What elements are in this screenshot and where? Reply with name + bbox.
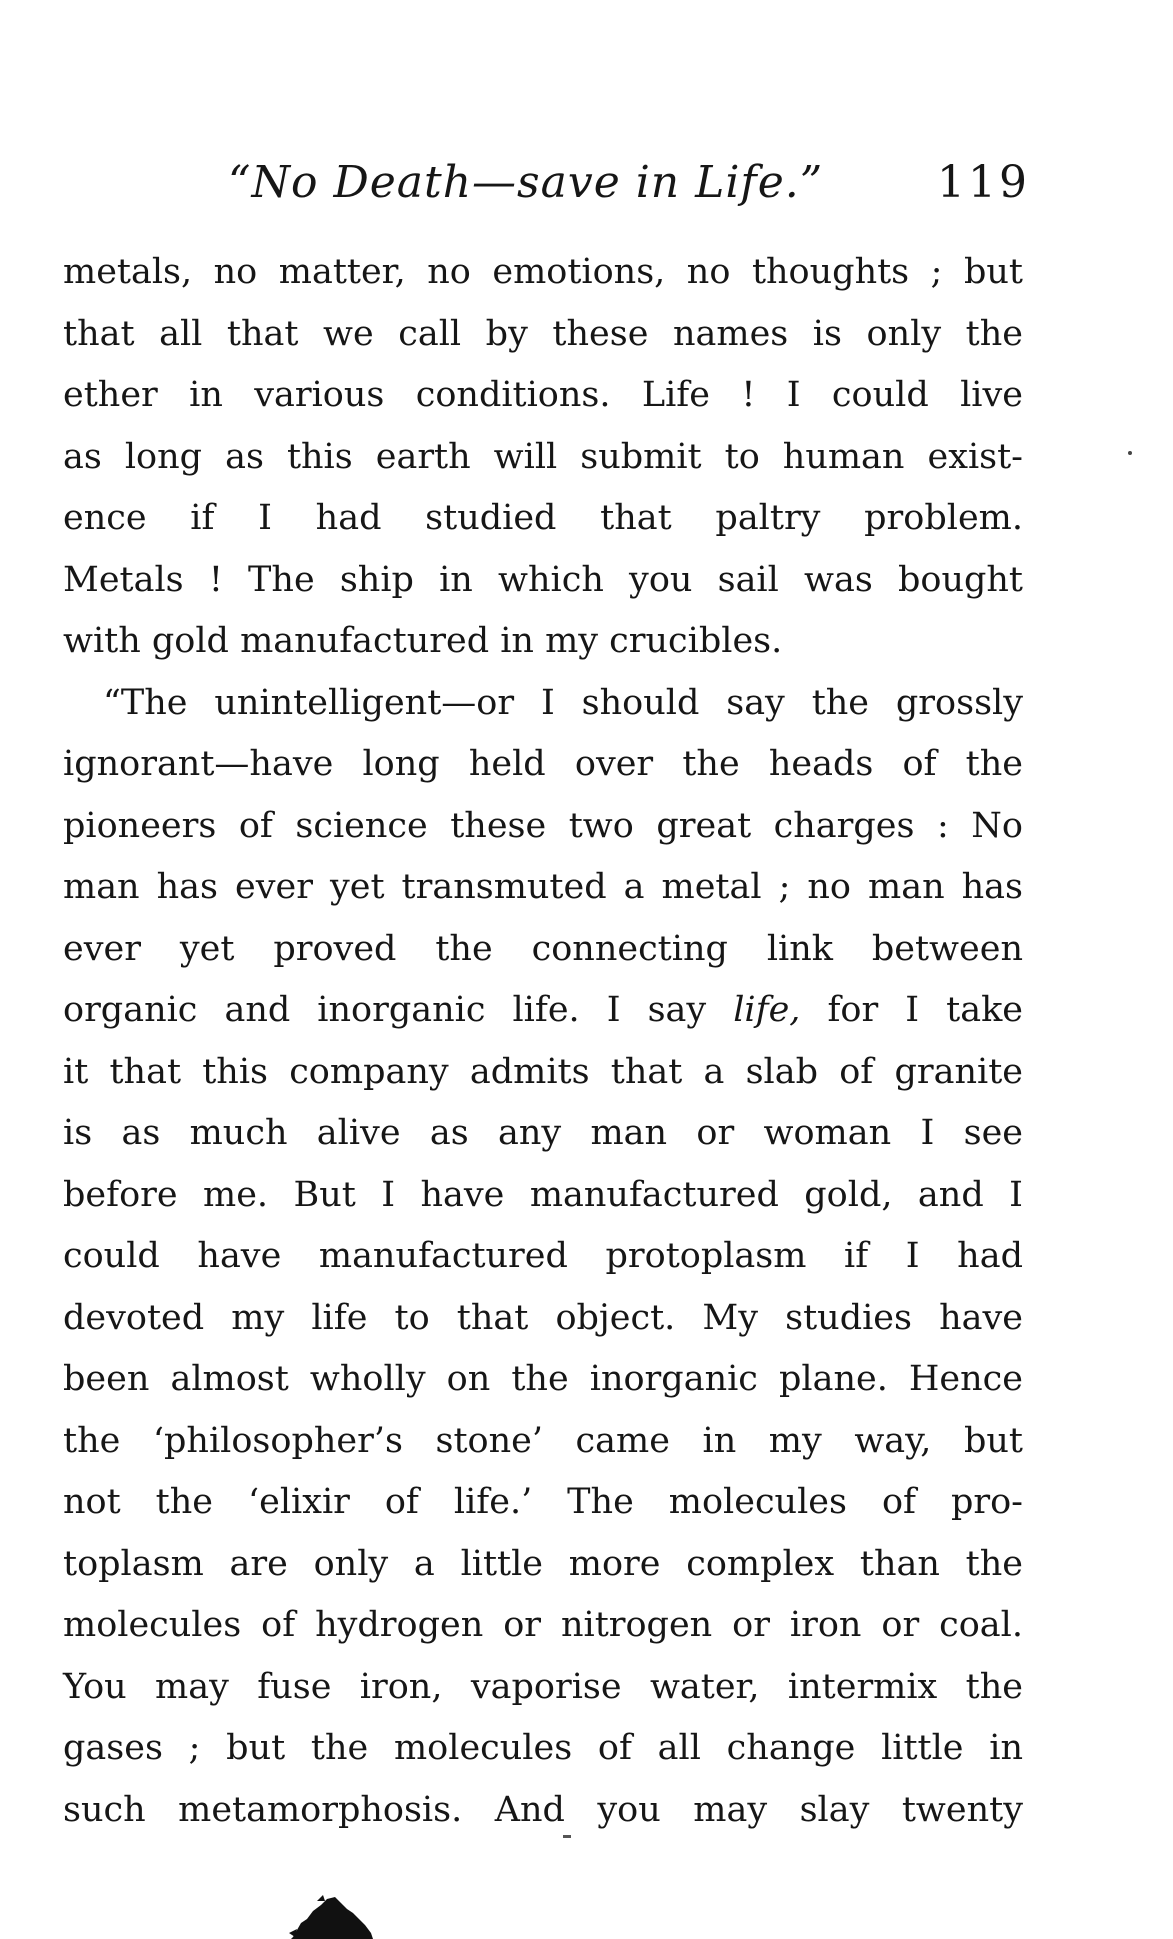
text-line: Metals ! The ship in which you sail was bought bbox=[63, 559, 1023, 600]
text-segment: organic and inorganic life. I say bbox=[63, 990, 707, 1030]
text-line: metals, no matter, no emotions, no thoughts ; but bbox=[63, 252, 1023, 292]
text-line: is as much alive as any man or woman I see bbox=[63, 1113, 1023, 1153]
page-number: 119 bbox=[937, 157, 1030, 208]
text-line: could have manufactured protoplasm if I had bbox=[63, 1236, 1023, 1276]
text-line: devoted my life to that object. My studies have bbox=[63, 1297, 1023, 1338]
text-line: man has ever yet transmuted a metal ; no man has bbox=[63, 867, 1023, 907]
ink-blot-icon bbox=[287, 1893, 375, 1939]
text-line: been almost wholly on the inorganic plane. Hence bbox=[63, 1359, 1023, 1399]
text-segment: for I take bbox=[827, 990, 1023, 1030]
running-title: “No Death—save in Life.” bbox=[228, 157, 824, 208]
text-line: the ‘philosopher’s stone’ came in my way, but bbox=[63, 1420, 1023, 1461]
italic-word: life, bbox=[733, 990, 801, 1030]
text-line: ignorant—have long held over the heads of the bbox=[63, 744, 1023, 784]
text-line: “The unintelligent—or I should say the grossly bbox=[103, 682, 1023, 723]
text-line: ence if I had studied that paltry problem. bbox=[63, 498, 1023, 538]
text-line: that all that we call by these names is only the bbox=[63, 313, 1023, 354]
text-line: it that this company admits that a slab of granite bbox=[63, 1051, 1023, 1092]
text-line-with-italic bbox=[63, 980, 1023, 1042]
text-line: such metamorphosis. And you may slay twenty bbox=[63, 1789, 1023, 1830]
print-speck bbox=[1128, 451, 1132, 455]
text-line: gases ; but the molecules of all change little in bbox=[63, 1728, 1023, 1768]
text-line: as long as this earth will submit to human exist- bbox=[63, 436, 1023, 477]
text-line: toplasm are only a little more complex than the bbox=[63, 1543, 1023, 1584]
text-line: with gold manufactured in my crucibles. bbox=[63, 621, 783, 661]
text-line: pioneers of science these two great charges : No bbox=[63, 805, 1023, 846]
body-text bbox=[63, 242, 1023, 1841]
running-head bbox=[0, 155, 1173, 215]
bottom-mark bbox=[563, 1835, 571, 1838]
text-line: before me. But I have manufactured gold, and I bbox=[63, 1174, 1023, 1215]
text-line: ever yet proved the connecting link between bbox=[63, 928, 1023, 969]
text-line: You may fuse iron, vaporise water, intermix the bbox=[63, 1666, 1023, 1707]
text-line: molecules of hydrogen or nitrogen or iron or coal. bbox=[63, 1605, 1023, 1645]
text-line: ether in various conditions. Life ! I could live bbox=[63, 375, 1023, 415]
text-line: not the ‘elixir of life.’ The molecules of pro- bbox=[63, 1482, 1023, 1522]
